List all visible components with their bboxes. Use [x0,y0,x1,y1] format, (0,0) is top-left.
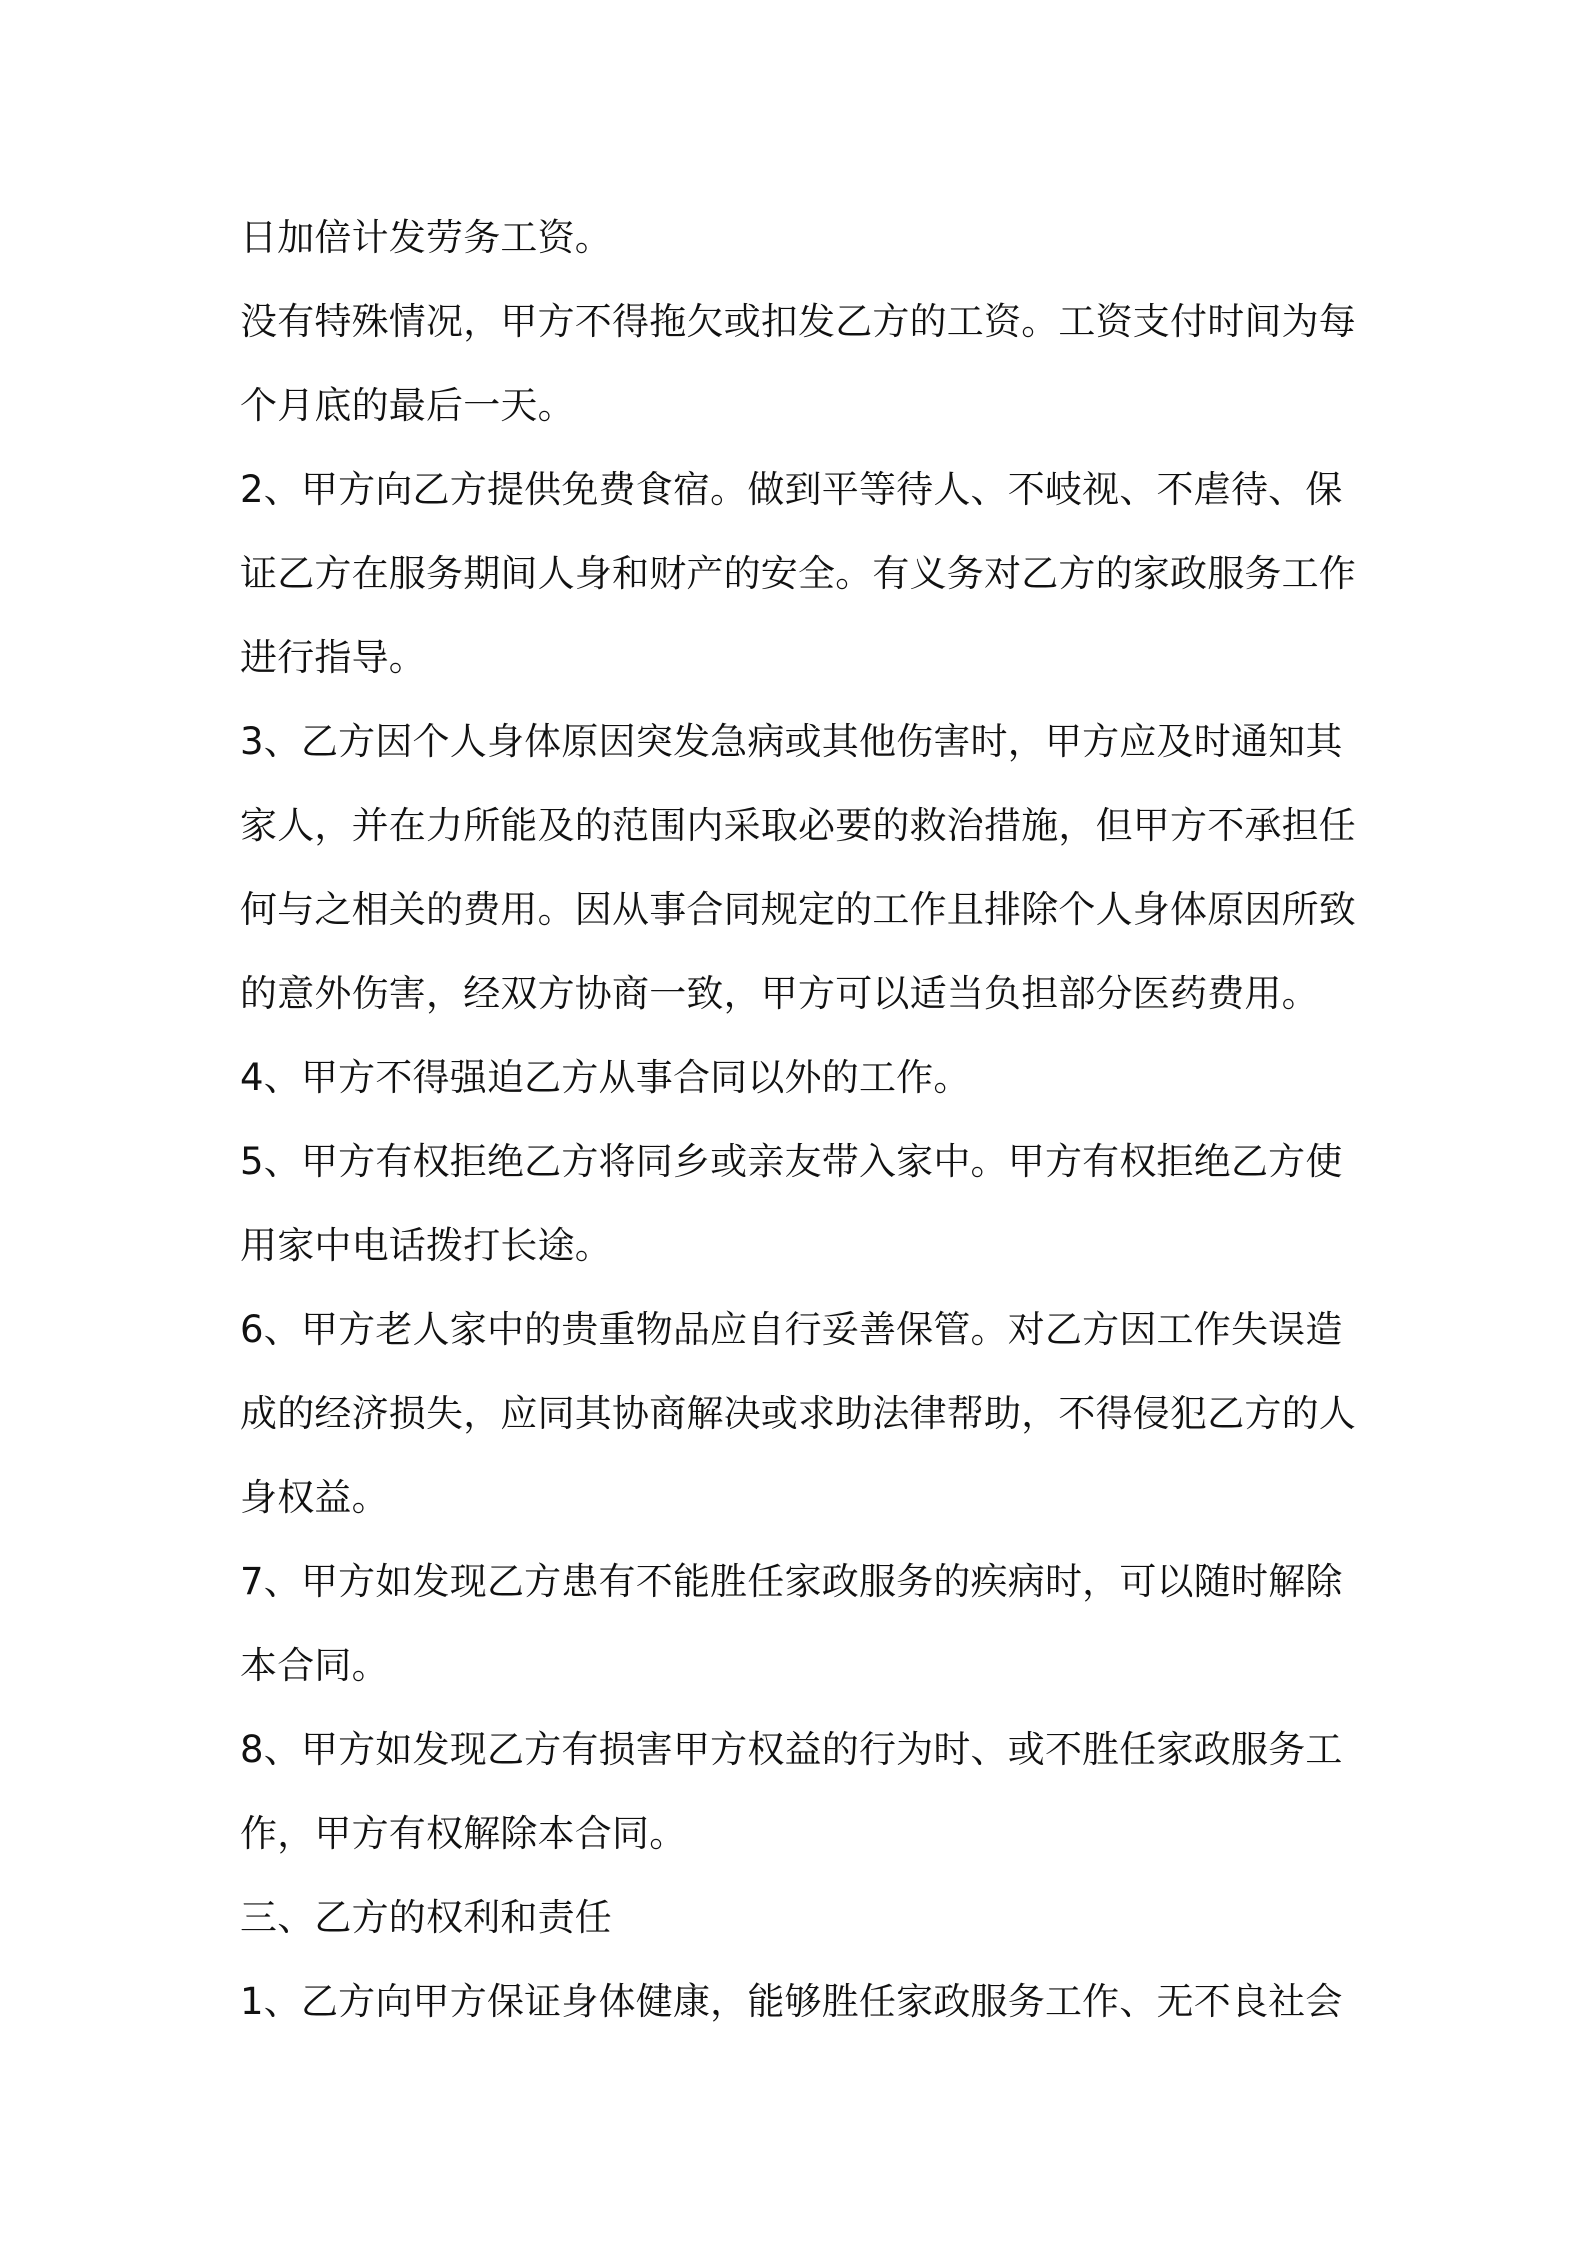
text-line: 2、甲方向乙方提供免费食宿。做到平等待人、不岐视、不虐待、保 [240,468,1343,511]
document-body [240,196,1356,2044]
text-line: 1、乙方向甲方保证身体健康，能够胜任家政服务工作、无不良社会 [240,1980,1343,2023]
text-line: 身权益。 [240,1476,389,1519]
text-line: 何与之相关的费用。因从事合同规定的工作且排除个人身体原因所致 [240,888,1356,931]
text-line: 5、甲方有权拒绝乙方将同乡或亲友带入家中。甲方有权拒绝乙方使 [240,1140,1343,1183]
text-line: 进行指导。 [240,636,426,679]
text-line: 3、乙方因个人身体原因突发急病或其他伤害时，甲方应及时通知其 [240,720,1343,763]
text-line: 7、甲方如发现乙方患有不能胜任家政服务的疾病时，可以随时解除 [240,1560,1343,1603]
text-line: 的意外伤害，经双方协商一致，甲方可以适当负担部分医药费用。 [240,972,1319,1015]
text-line: 用家中电话拨打长途。 [240,1224,612,1267]
section-heading: 三、乙方的权利和责任 [240,1896,612,1939]
text-line: 4、甲方不得强迫乙方从事合同以外的工作。 [240,1056,971,1099]
text-line: 6、甲方老人家中的贵重物品应自行妥善保管。对乙方因工作失误造 [240,1308,1343,1351]
text-line: 日加倍计发劳务工资。 [240,216,612,259]
text-line: 作，甲方有权解除本合同。 [240,1812,687,1855]
text-line: 家人，并在力所能及的范围内采取必要的救治措施，但甲方不承担任 [240,804,1356,847]
text-line: 没有特殊情况，甲方不得拖欠或扣发乙方的工资。工资支付时间为每 [240,300,1356,343]
text-line: 证乙方在服务期间人身和财产的安全。有义务对乙方的家政服务工作 [240,552,1356,595]
text-line: 本合同。 [240,1644,389,1687]
text-line: 个月底的最后一天。 [240,384,575,427]
text-line: 8、甲方如发现乙方有损害甲方权益的行为时、或不胜任家政服务工 [240,1728,1343,1771]
text-line: 成的经济损失，应同其协商解决或求助法律帮助，不得侵犯乙方的人 [240,1392,1356,1435]
